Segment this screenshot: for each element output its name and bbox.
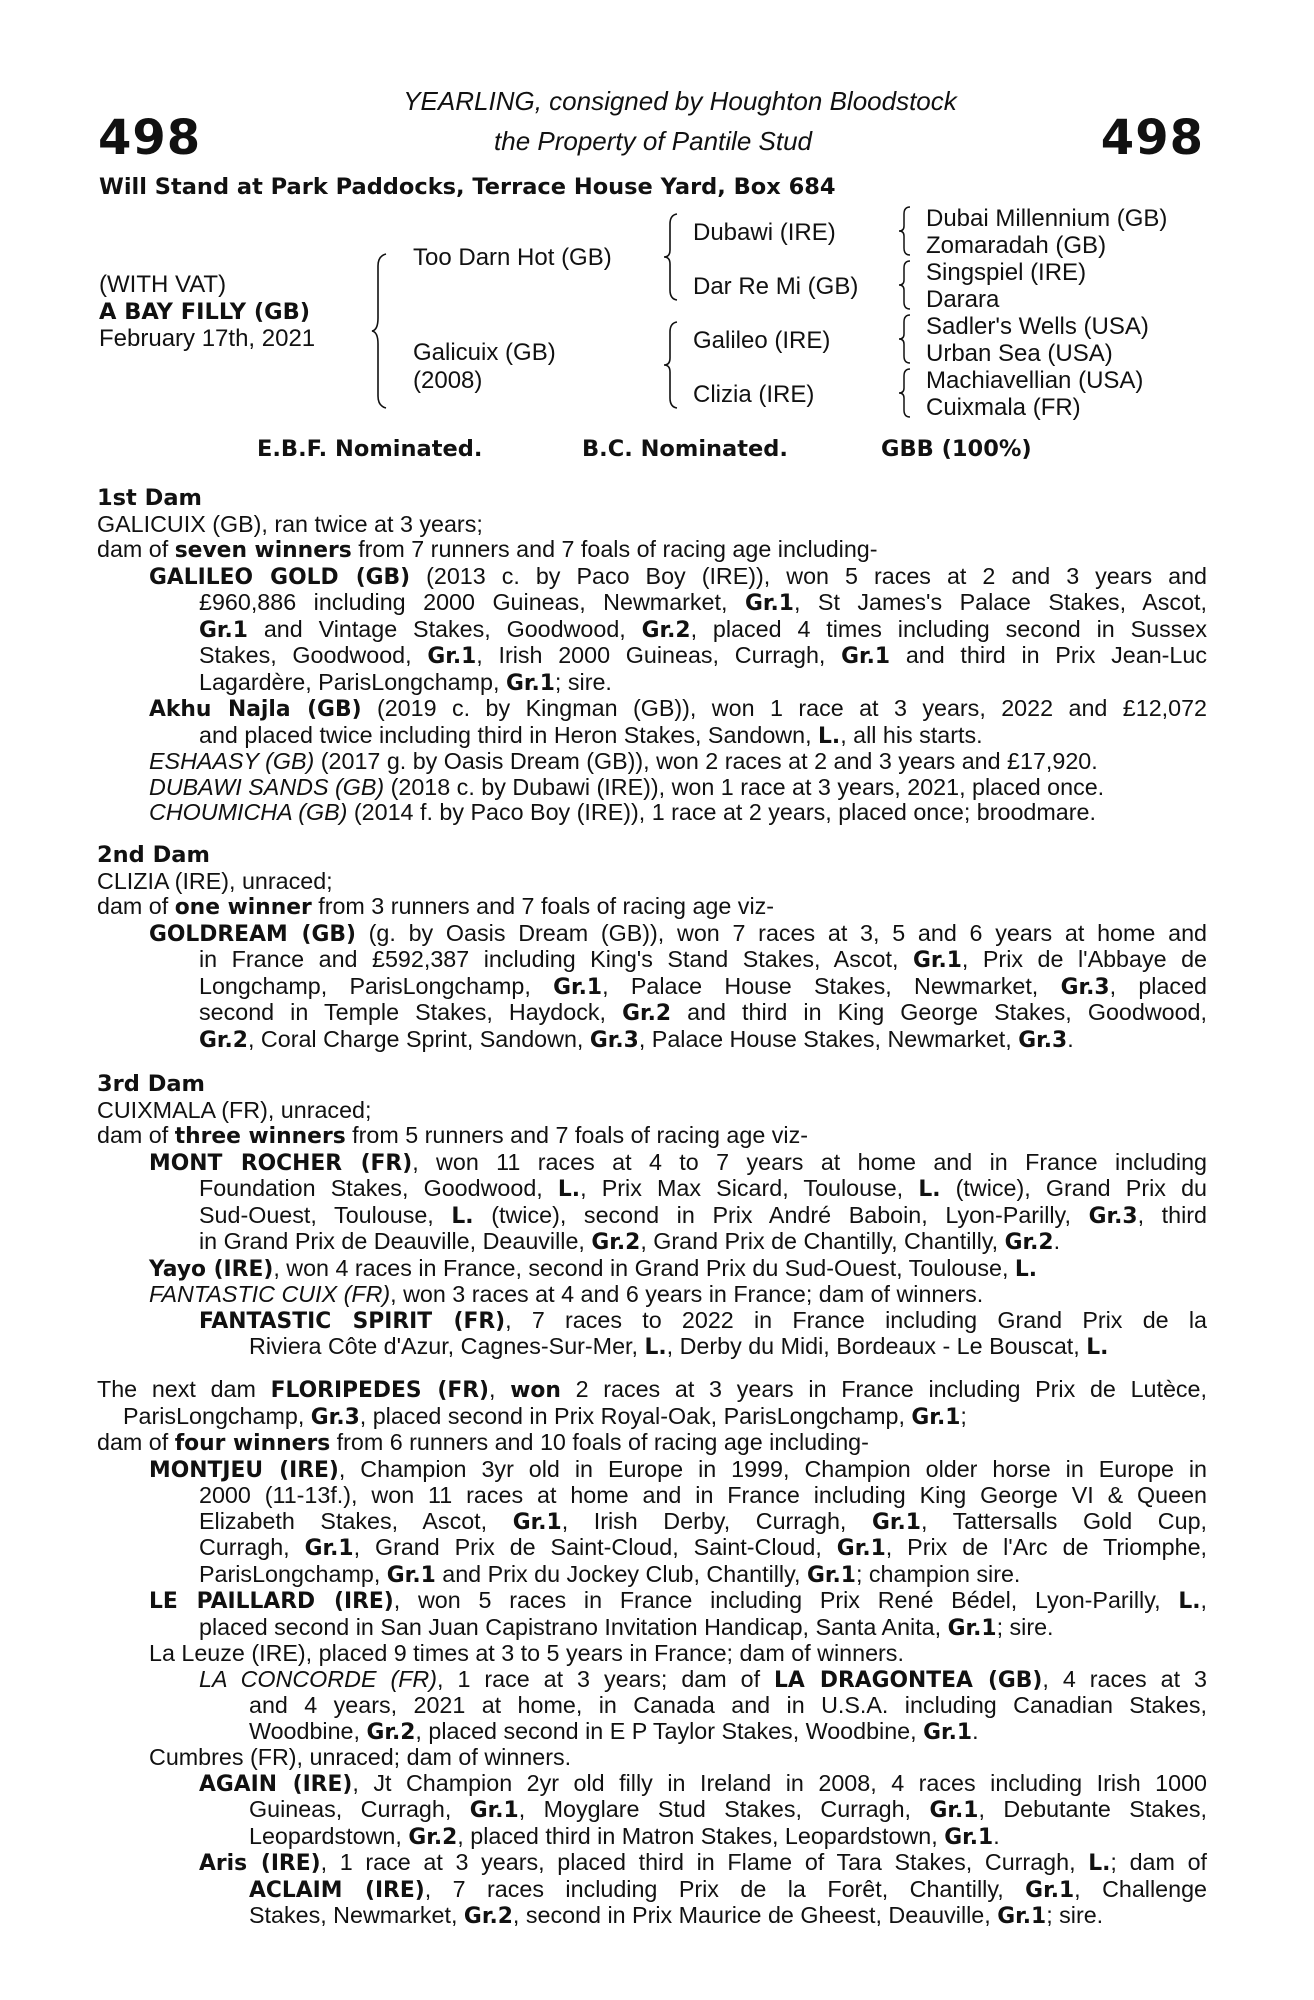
text-run: , Palace House Stakes, Newmarket, xyxy=(638,1025,1019,1052)
text-run: Gr.3 xyxy=(589,1027,639,1053)
foaling-date: February 17th, 2021 xyxy=(99,325,316,352)
text-line xyxy=(97,1308,1207,1335)
text-run: and placed twice including third in Heron Stakes, Sandown, xyxy=(199,721,819,748)
text-run: , Irish 2000 Guineas, Curragh, xyxy=(476,642,842,668)
text-run: Woodbine, xyxy=(249,1717,367,1744)
text-run: . xyxy=(1067,1025,1074,1052)
text-run: Gr.1 xyxy=(912,948,962,973)
produce-entry xyxy=(97,1308,1207,1361)
text-run: and Vintage Stakes, Goodwood, xyxy=(247,615,642,642)
text-run: , 7 races to 2022 in France including Grand Prix de la xyxy=(505,1306,1207,1333)
text-run: , Palace House Stakes, Newmarket, xyxy=(602,972,1061,999)
dam-intro: GALICUIX (GB), ran twice at 3 years; xyxy=(97,510,483,537)
text-run: Yayo (IRE) xyxy=(149,1256,274,1282)
text-run: Stakes, Goodwood, xyxy=(199,642,428,668)
text-run: Gr.1 xyxy=(512,1509,562,1535)
section-heading: 2nd Dam xyxy=(97,842,210,868)
text-run: Gr.3 xyxy=(1018,1027,1068,1053)
text-line xyxy=(97,1588,1207,1615)
text-run: and third in Prix Jean-Luc xyxy=(890,642,1207,668)
text-line xyxy=(97,1797,1207,1824)
dam: Galicuix (GB) xyxy=(413,339,556,366)
text-run: GOLDREAM (GB) xyxy=(149,921,356,947)
lot-number-left: 498 xyxy=(98,110,202,166)
gen3-sss: Dubai Millennium (GB) xyxy=(926,205,1168,232)
text-run: (2013 c. by Paco Boy (IRE)), won 5 races at 2 and 3 years and xyxy=(410,562,1207,589)
text-run: Gr.2 xyxy=(408,1824,458,1850)
text-run: , won 4 races in France, second in Grand Prix du Sud-Ouest, Toulouse, xyxy=(273,1254,1015,1281)
brace-ds xyxy=(897,313,913,365)
text-run: GALILEO GOLD (GB) xyxy=(149,564,411,590)
stand-location: Will Stand at Park Paddocks, Terrace House Yard, Box 684 xyxy=(99,174,836,200)
text-run: , Prix de l'Abbaye de xyxy=(961,946,1207,972)
text-run: , placed second in Prix Royal-Oak, ParisLongchamp, xyxy=(359,1402,912,1429)
text-run: L. xyxy=(557,1177,581,1202)
text-run: Akhu Najla (GB) xyxy=(149,697,362,722)
text-run: . xyxy=(1053,1228,1061,1254)
text-run: Riviera Côte d'Azur, Cagnes-Sur-Mer, xyxy=(249,1333,645,1359)
text-run: MONT ROCHER (FR) xyxy=(149,1150,413,1176)
text-run: , Grand Prix de Saint-Cloud, Saint-Cloud, xyxy=(353,1534,837,1560)
text-run: Stakes, Newmarket, xyxy=(249,1902,464,1928)
lot-number-right: 498 xyxy=(1100,110,1204,166)
text-run: Gr.2 xyxy=(463,1904,513,1929)
produce-entry: La Leuze (IRE), placed 9 times at 3 to 5 years in France; dam of winners. xyxy=(149,1640,904,1666)
text-run: , placed 4 times including second in Sussex xyxy=(690,615,1207,642)
text-run: L. xyxy=(1178,1589,1201,1614)
text-run: (g. by Oasis Dream (GB)), won 7 races at 3, 5 and 6 years at home and xyxy=(355,919,1207,946)
text-run: FLORIPEDES (FR) xyxy=(270,1378,490,1403)
text-run: LE PAILLARD (IRE) xyxy=(149,1589,394,1614)
dam-produce-summary xyxy=(97,1123,1207,1150)
dam-produce-summary xyxy=(97,1430,1207,1457)
first-dam-section xyxy=(97,486,1207,826)
text-line xyxy=(97,1877,1207,1904)
gen3-sdd: Darara xyxy=(926,286,1000,313)
property-line: the Property of Pantile Stud xyxy=(494,126,812,156)
text-line xyxy=(97,1562,1207,1589)
text-run: won xyxy=(510,1378,561,1403)
text-run: dam of xyxy=(97,536,175,562)
text-line xyxy=(97,1483,1207,1509)
produce-entry xyxy=(97,1150,1207,1256)
text-run: and third in King George Stakes, Goodwood, xyxy=(671,999,1207,1025)
text-line xyxy=(97,1027,1207,1054)
text-run: Gr.1 xyxy=(386,1562,436,1588)
text-run: , Derby du Midi, Bordeaux - Le Bouscat, xyxy=(666,1333,1087,1359)
text-run: , won 3 races at 4 and 6 years in France; dam of winners. xyxy=(390,1281,984,1307)
text-run: Gr.2 xyxy=(591,1230,641,1255)
text-line xyxy=(97,1903,1207,1930)
section-heading: 1st Dam xyxy=(97,485,202,511)
second-dam-section xyxy=(97,843,1207,1053)
text-run: ; sire. xyxy=(554,668,612,695)
text-run: Gr.2 xyxy=(199,1027,248,1053)
text-run: FANTASTIC CUIX (FR) xyxy=(149,1281,391,1307)
text-run: L. xyxy=(644,1335,667,1360)
text-run: Gr.1 xyxy=(806,1562,856,1588)
text-run: , xyxy=(489,1376,511,1402)
text-run: , placed second in E P Taylor Stakes, Woodbine, xyxy=(415,1717,924,1744)
text-run: (2018 c. by Dubawi (IRE)), won 1 race at 3 years, 2021, placed once. xyxy=(384,773,1105,800)
text-run: Gr.1 xyxy=(923,1719,973,1745)
produce-entry xyxy=(97,800,1207,826)
text-run: , Prix de l'Arc de Triomphe, xyxy=(885,1534,1207,1560)
text-run: placed second in San Juan Capistrano Invitation Handicap, Santa Anita, xyxy=(199,1613,948,1640)
produce-entry xyxy=(97,1256,1207,1283)
text-run: , second in Prix Maurice de Gheest, Deauville, xyxy=(512,1902,998,1928)
text-line xyxy=(97,1535,1207,1562)
sire-brace xyxy=(662,212,680,302)
text-run: from 6 runners and 10 foals of racing age including- xyxy=(330,1429,869,1455)
text-line xyxy=(97,696,1207,723)
text-run: , Irish Derby, Curragh, xyxy=(561,1507,872,1534)
text-run: seven winners xyxy=(174,538,352,563)
text-run: Curragh, xyxy=(199,1534,305,1560)
text-run: (twice), Grand Prix du xyxy=(940,1175,1207,1201)
text-line xyxy=(97,1457,1207,1484)
text-run: ParisLongchamp, xyxy=(199,1560,387,1587)
text-run: (twice), second in Prix André Baboin, Lyon-Parilly, xyxy=(473,1201,1089,1228)
produce-entry xyxy=(97,775,1207,801)
dam-sire-brace xyxy=(370,252,390,410)
text-run: Gr.1 xyxy=(505,670,555,696)
text-run: MONTJEU (IRE) xyxy=(149,1457,339,1483)
text-run: one winner xyxy=(174,895,312,920)
text-line xyxy=(97,1334,1207,1361)
text-line xyxy=(97,1176,1207,1203)
text-run: L. xyxy=(818,723,841,749)
consignor-line: YEARLING, consigned by Houghton Bloodstock xyxy=(403,86,957,116)
produce-entry xyxy=(97,1588,1207,1641)
produce-entry: Cumbres (FR), unraced; dam of winners. xyxy=(149,1744,572,1770)
produce-entry xyxy=(97,696,1207,749)
text-run: , 1 race at 3 years; dam of xyxy=(437,1665,775,1692)
text-run: , Champion 3yr old in Europe in 1999, Champion older horse in Europe in xyxy=(338,1455,1208,1482)
text-run: (2017 g. by Oasis Dream (GB)), won 2 races at 2 and 3 years and £17,920. xyxy=(314,748,1098,774)
text-run: Gr.2 xyxy=(622,1001,672,1026)
text-run: , Grand Prix de Chantilly, Chantilly, xyxy=(640,1228,1005,1254)
text-run: AGAIN (IRE) xyxy=(199,1771,353,1797)
text-run: (2019 c. by Kingman (GB)), won 1 race at 3 years, 2022 and £12,072 xyxy=(361,695,1208,721)
text-line xyxy=(97,590,1207,617)
text-run: Gr.1 xyxy=(929,1798,979,1823)
text-run: Elizabeth Stakes, Ascot, xyxy=(199,1507,513,1534)
text-run: Gr.1 xyxy=(997,1904,1047,1929)
produce-entry xyxy=(97,749,1207,775)
text-run: ; xyxy=(960,1402,967,1429)
text-line xyxy=(97,1229,1207,1256)
text-run: Guineas, Curragh, xyxy=(249,1796,470,1822)
bc-nomination: B.C. Nominated. xyxy=(582,436,788,462)
dam-produce-summary xyxy=(97,537,1207,564)
gen3-dss: Sadler's Wells (USA) xyxy=(926,313,1149,340)
text-run: ; sire. xyxy=(1046,1902,1104,1928)
text-line xyxy=(97,921,1207,948)
text-run: Gr.3 xyxy=(1060,974,1110,1000)
text-run: , Prix Max Sicard, Toulouse, xyxy=(580,1175,919,1201)
text-run: ESHAASY (GB) xyxy=(149,748,315,774)
text-run: L. xyxy=(1088,1851,1111,1876)
text-run: dam of xyxy=(97,893,175,919)
text-run: Gr.1 xyxy=(1025,1877,1075,1903)
text-run: , Coral Charge Sprint, Sandown, xyxy=(247,1025,590,1052)
horse-name: A BAY FILLY (GB) xyxy=(99,299,311,325)
text-run: and 4 years, 2021 at home, in Canada and in U.S.A. including Canadian Stakes, xyxy=(249,1692,1207,1718)
dam-intro: CLIZIA (IRE), unraced; xyxy=(97,867,333,894)
text-line xyxy=(97,1824,1207,1851)
text-run: 2 races at 3 years in France including Prix de Lutèce, xyxy=(560,1376,1207,1402)
text-run: DUBAWI SANDS (GB) xyxy=(149,773,385,800)
text-run: , all his starts. xyxy=(840,721,983,748)
text-run: Gr.1 xyxy=(871,1509,921,1535)
text-run: dam of xyxy=(97,1122,175,1148)
text-line xyxy=(97,1000,1207,1027)
text-run: Gr.1 xyxy=(427,644,477,669)
text-run: Leopardstown, xyxy=(249,1822,409,1849)
text-run: L. xyxy=(1014,1256,1038,1282)
text-run: Gr.1 xyxy=(841,644,891,669)
text-run: Gr.2 xyxy=(641,617,691,643)
text-line xyxy=(97,723,1207,750)
dam-brace xyxy=(662,320,680,410)
text-run: Gr.1 xyxy=(469,1798,519,1823)
text-run: , St James's Palace Stakes, Ascot, xyxy=(793,589,1207,615)
text-run: , third xyxy=(1137,1201,1208,1228)
produce-entry xyxy=(97,564,1207,697)
produce-entry xyxy=(97,1282,1207,1308)
text-run: Gr.2 xyxy=(366,1719,416,1745)
text-line xyxy=(97,974,1207,1001)
text-line xyxy=(97,1771,1207,1798)
text-run: , Moyglare Stud Stakes, Curragh, xyxy=(518,1796,930,1822)
text-run: Gr.3 xyxy=(1088,1203,1138,1229)
brace-dd xyxy=(897,367,913,419)
text-line xyxy=(97,670,1207,697)
text-run: dam of xyxy=(97,1429,175,1455)
text-line xyxy=(97,564,1207,591)
dam-intro: CUIXMALA (FR), unraced; xyxy=(97,1096,372,1123)
dam-sire: Galileo (IRE) xyxy=(693,327,831,354)
vat-note: (WITH VAT) xyxy=(99,271,227,298)
text-run: . xyxy=(993,1822,1000,1849)
text-run: , Debutante Stakes, xyxy=(978,1796,1207,1822)
text-run: , 1 race at 3 years, placed third in Flame of Tara Stakes, Curragh, xyxy=(320,1849,1089,1875)
text-run: Gr.1 xyxy=(553,974,603,1000)
text-run: Lagardère, ParisLongchamp, xyxy=(199,668,506,695)
text-run: second in Temple Stakes, Haydock, xyxy=(199,999,623,1025)
dam-produce-summary xyxy=(97,894,1207,921)
text-run: Gr.3 xyxy=(310,1404,360,1430)
text-line xyxy=(97,1150,1207,1177)
text-line xyxy=(97,643,1207,670)
text-run: Aris (IRE) xyxy=(199,1851,321,1876)
text-run: Gr.1 xyxy=(744,591,794,616)
text-run: Gr.1 xyxy=(199,617,248,643)
produce-entry xyxy=(97,1457,1207,1589)
text-run: ACLAIM (IRE) xyxy=(249,1877,425,1903)
text-run: The next dam xyxy=(97,1376,271,1402)
text-run: , 7 races including Prix de la Forêt, Chantilly, xyxy=(424,1875,1026,1902)
text-run: L. xyxy=(451,1203,474,1229)
text-line xyxy=(97,617,1207,644)
text-run: Gr.1 xyxy=(304,1536,354,1561)
text-line xyxy=(97,1719,1207,1746)
text-run: , Tattersalls Gold Cup, xyxy=(920,1507,1208,1534)
text-run: and Prix du Jockey Club, Chantilly, xyxy=(435,1560,807,1587)
text-line xyxy=(97,1509,1207,1536)
dam-dam: Clizia (IRE) xyxy=(693,381,815,408)
text-run: from 7 runners and 7 foals of racing age including- xyxy=(351,536,878,562)
text-run: (2014 f. by Paco Boy (IRE)), 1 race at 2 years, placed once; broodmare. xyxy=(347,799,1096,825)
text-line xyxy=(97,1615,1207,1642)
produce-entry xyxy=(97,1771,1207,1851)
text-run: , xyxy=(1200,1587,1208,1613)
text-run: , placed third in Matron Stakes, Leopardstown, xyxy=(457,1822,945,1849)
section-heading: 3rd Dam xyxy=(97,1071,205,1097)
gen3-dsd: Urban Sea (USA) xyxy=(926,340,1113,367)
gbb-status: GBB (100%) xyxy=(881,436,1032,462)
gen3-ddd: Cuixmala (FR) xyxy=(926,394,1081,421)
text-run: , won 5 races in France including Prix René Bédel, Lyon-Parilly, xyxy=(393,1587,1179,1613)
text-run: Gr.1 xyxy=(947,1615,997,1641)
text-run: Gr.1 xyxy=(911,1404,961,1430)
text-run: , won 11 races at 4 to 7 years at home and in France including xyxy=(412,1148,1207,1175)
gen3-dds: Machiavellian (USA) xyxy=(926,367,1144,394)
dam-year: (2008) xyxy=(413,367,483,394)
text-run: Sud-Ouest, Toulouse, xyxy=(199,1201,452,1228)
text-line xyxy=(97,1850,1207,1877)
text-run: Gr.1 xyxy=(836,1536,886,1561)
text-line xyxy=(97,1693,1207,1719)
brace-ss xyxy=(897,205,913,257)
produce-entry xyxy=(97,1850,1207,1930)
text-run: . xyxy=(972,1717,979,1744)
text-run: Foundation Stakes, Goodwood, xyxy=(199,1175,558,1201)
text-line xyxy=(97,1404,1207,1431)
next-dam-section xyxy=(97,1377,1207,1930)
text-run: L. xyxy=(1086,1335,1109,1360)
text-run: Gr.1 xyxy=(944,1824,994,1850)
produce-entry xyxy=(97,1667,1207,1746)
text-run: ; champion sire. xyxy=(855,1560,1021,1587)
text-run: from 3 runners and 7 foals of racing age viz- xyxy=(311,893,775,919)
text-run: four winners xyxy=(174,1431,331,1456)
sire: Too Darn Hot (GB) xyxy=(413,244,612,271)
gen3-sds: Singspiel (IRE) xyxy=(926,259,1087,286)
ebf-nomination: E.B.F. Nominated. xyxy=(257,436,483,462)
sire-sire: Dubawi (IRE) xyxy=(693,219,836,246)
text-run: ParisLongchamp, xyxy=(123,1402,311,1429)
text-run: L. xyxy=(918,1177,941,1202)
brace-sd xyxy=(897,259,913,311)
text-run: , Challenge xyxy=(1074,1875,1207,1902)
text-run: ; dam of xyxy=(1110,1849,1207,1875)
text-run: , Jt Champion 2yr old filly in Ireland in 2008, 4 races including Irish 1000 xyxy=(352,1769,1207,1796)
text-run: 2000 (11-13f.), won 11 races at home and in France including King George VI & Queen xyxy=(199,1482,1207,1508)
gen3-ssd: Zomaradah (GB) xyxy=(926,232,1107,259)
text-run: three winners xyxy=(174,1124,346,1149)
text-run: , 4 races at 3 xyxy=(1042,1665,1207,1692)
text-run: ; sire. xyxy=(996,1613,1054,1640)
text-run: Longchamp, ParisLongchamp, xyxy=(199,972,554,999)
text-line xyxy=(97,1667,1207,1694)
text-run: in France and £592,387 including King's Stand Stakes, Ascot, xyxy=(199,946,913,972)
text-run: from 5 runners and 7 foals of racing age viz- xyxy=(345,1122,808,1148)
text-run: £960,886 including 2000 Guineas, Newmarket, xyxy=(199,589,745,615)
next-dam-intro xyxy=(97,1377,1207,1404)
text-run: Gr.2 xyxy=(1004,1230,1054,1255)
text-line xyxy=(97,1203,1207,1230)
text-run: FANTASTIC SPIRIT (FR) xyxy=(199,1308,506,1334)
produce-entry xyxy=(97,921,1207,1054)
text-run: LA DRAGONTEA (GB) xyxy=(774,1667,1043,1693)
sire-dam: Dar Re Mi (GB) xyxy=(693,273,859,300)
text-line xyxy=(97,947,1207,974)
third-dam-section xyxy=(97,1072,1207,1361)
text-run: in Grand Prix de Deauville, Deauville, xyxy=(199,1228,592,1254)
text-run: , placed xyxy=(1109,972,1207,999)
text-run: CHOUMICHA (GB) xyxy=(149,799,348,825)
text-run: LA CONCORDE (FR) xyxy=(199,1665,438,1692)
